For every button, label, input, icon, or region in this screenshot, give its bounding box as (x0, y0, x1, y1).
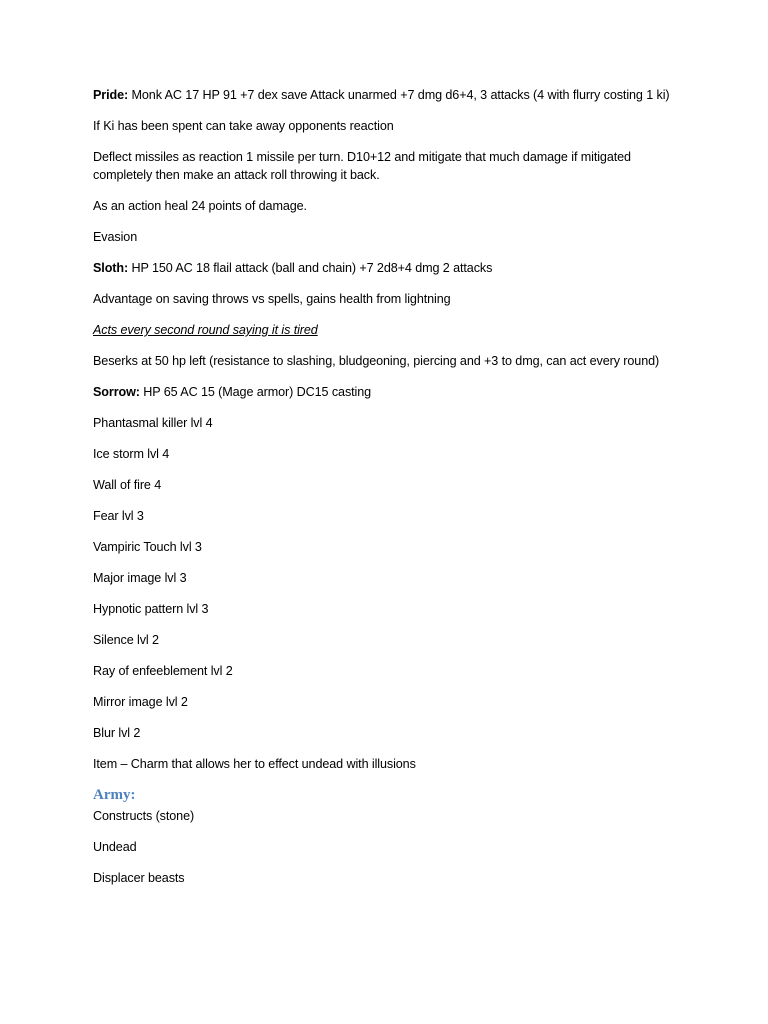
pride-label: Pride: (93, 88, 129, 102)
spell-item: Major image lvl 3 (93, 571, 187, 585)
sloth-note-beserks: Beserks at 50 hp left (resistance to slashing, bludgeoning, piercing and +3 to dmg, can act every round) (93, 354, 660, 368)
pride-note-evasion: Evasion (93, 230, 138, 244)
sloth-tired-text: Acts every second round saying it is tired (93, 323, 318, 337)
spell-item: Phantasmal killer lvl 4 (93, 416, 213, 430)
spell-item: Ice storm lvl 4 (93, 447, 170, 461)
spell-item: Blur lvl 2 (93, 726, 141, 740)
spell-item: Mirror image lvl 2 (93, 695, 188, 709)
pride-note-reaction: If Ki has been spent can take away opponents reaction (93, 119, 394, 133)
spell-item: Ray of enfeeblement lvl 2 (93, 664, 233, 678)
sloth-entry (93, 259, 683, 277)
spell-item: Wall of fire 4 (93, 478, 162, 492)
sloth-note-tired (93, 321, 683, 339)
spell-item: Fear lvl 3 (93, 509, 144, 523)
spell-item: Hypnotic pattern lvl 3 (93, 602, 209, 616)
spell-item: Vampiric Touch lvl 3 (93, 540, 202, 554)
document-page (93, 86, 683, 900)
spell-item: Silence lvl 2 (93, 633, 159, 647)
pride-note-deflect: Deflect missiles as reaction 1 missile per turn. D10+12 and mitigate that much damage if mitigated completely then make an attack roll throwing it back. (93, 150, 631, 182)
army-item: Constructs (stone) (93, 809, 195, 823)
sorrow-stats: HP 65 AC 15 (Mage armor) DC15 casting (139, 385, 372, 399)
pride-entry (93, 86, 683, 104)
sorrow-entry (93, 383, 683, 401)
pride-stats: Monk AC 17 HP 91 +7 dex save Attack unarmed +7 dmg d6+4, 3 attacks (4 with flurry costing 1 ki) (128, 88, 670, 102)
army-item: Undead (93, 840, 137, 854)
item-entry: Item – Charm that allows her to effect undead with illusions (93, 757, 416, 771)
army-item: Displacer beasts (93, 871, 185, 885)
sorrow-label: Sorrow: (93, 385, 140, 399)
army-heading: Army: (93, 787, 136, 803)
sloth-note-advantage: Advantage on saving throws vs spells, gains health from lightning (93, 292, 451, 306)
pride-note-heal: As an action heal 24 points of damage. (93, 199, 307, 213)
sloth-label: Sloth: (93, 261, 129, 275)
sloth-stats: HP 150 AC 18 flail attack (ball and chain) +7 2d8+4 dmg 2 attacks (128, 261, 493, 275)
